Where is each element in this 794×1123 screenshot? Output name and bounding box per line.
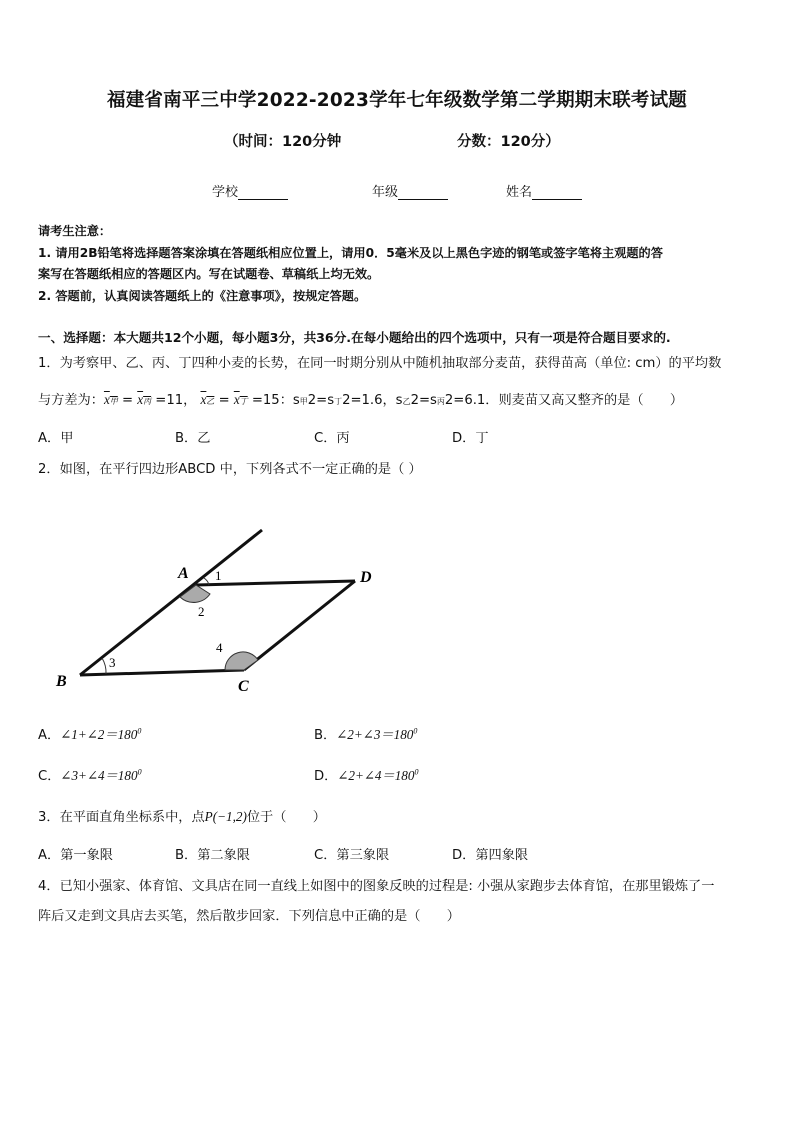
q1-eq6: 2=1.6，s [342, 393, 403, 408]
q1-eq2: =11， [151, 393, 197, 408]
q2-option-b: B．$\angle 2+\angle 3=180^0$ [314, 726, 418, 743]
q3-stem [38, 806, 326, 825]
q2-option-d: D．$\angle 2+\angle 4=180^0$ [314, 767, 419, 784]
exam-title: 福建省南平三中学2022-2023学年七年级数学第二学期期末联考试题 [107, 90, 687, 111]
q3-stem-b: 位于（ ） [246, 810, 326, 825]
segment-cd [244, 581, 355, 670]
q3-option-a: A．第一象限 [38, 848, 113, 863]
q3-option-d: D．第四象限 [452, 848, 529, 863]
notes-heading: 请考生注意： [38, 224, 112, 238]
angle-4-label: 4 [216, 640, 223, 655]
school-label: 学校 [212, 185, 239, 200]
q3-option-c: C．第三象限 [314, 848, 390, 863]
q3-stem-a: 3．在平面直角坐标系中，点 [38, 810, 205, 825]
q1-prefix: 与方差为： [38, 393, 104, 408]
x-bar-ding: x丁 [233, 392, 248, 407]
segment-bc [80, 670, 244, 675]
x-bar-yi: x乙 [200, 392, 215, 407]
q4-line1: 4．已知小强家、体育馆、文具店在同一直线上如图中的图象反映的过程是: 小强从家跑步去体育馆，在那里锻炼了一 [38, 879, 715, 894]
q3-option-b: B．第二象限 [175, 848, 250, 863]
score-total: 分数：120分） [457, 134, 560, 150]
angle-2-arc [180, 585, 210, 602]
angle-3-label: 3 [109, 655, 116, 670]
q1-option-a: A．甲 [38, 431, 74, 446]
grade-blank [398, 185, 448, 200]
angle-2-label: 2 [198, 604, 205, 619]
q1-eq4: =15：s [247, 393, 300, 408]
angle-3-arc [102, 658, 106, 674]
s-sub-bing: 丙 [436, 397, 445, 406]
section-heading: 一、选择题：本大题共12个小题，每小题3分，共36分.在每小题给出的四个选项中，只有一项是符合题目要求的. [38, 330, 671, 345]
time-limit: （时间：120分钟 [224, 134, 342, 150]
q2-stem: 2．如图，在平行四边形ABCD 中，下列各式不一定正确的是（ ） [38, 462, 422, 477]
q1-eq3: = [214, 393, 234, 408]
q1-line2 [38, 389, 683, 408]
notes-line-1b: 案写在答题纸相应的答题区内。写在试题卷、草稿纸上均无效。 [38, 267, 380, 281]
vertex-d-label: D [360, 569, 372, 586]
line-ba-extended [80, 530, 262, 675]
q1-option-b: B．乙 [175, 431, 211, 446]
point-p: P(−1,2) [204, 809, 247, 824]
parallelogram-figure [50, 520, 390, 700]
q4-line2: 阵后又走到文具店去买笔，然后散步回家．下列信息中正确的是（ ） [38, 909, 460, 924]
x-bar-jia: x甲 [103, 392, 118, 407]
q1-eq1: = [117, 393, 138, 408]
q1-line1: 1．为考察甲、乙、丙、丁四种小麦的长势，在同一时期分别从中随机抽取部分麦苗，获得苗高（单位: cm）的平均数 [38, 356, 722, 371]
q2-option-c: C．$\angle 3+\angle 4=180^0$ [38, 767, 142, 784]
s-sub-jia: 甲 [299, 397, 308, 406]
notes-line-1a: 1. 请用2B铅笔将选择题答案涂填在答题纸相应位置上，请用0．5毫米及以上黑色字迹的钢笔或签字笔将主观题的答 [38, 245, 663, 260]
q1-eq5: 2=s [307, 393, 335, 408]
grade-field [372, 181, 448, 200]
q1-eq7: 2=s [410, 393, 437, 408]
q1-option-c: C．丙 [314, 431, 350, 446]
school-blank [238, 185, 288, 200]
q1-eq8: 2=6.1．则麦苗又高又整齐的是（ ） [444, 393, 684, 408]
vertex-c-label: C [238, 678, 249, 695]
notes-block [38, 221, 663, 307]
name-label: 姓名 [506, 185, 533, 200]
notes-line-2: 2. 答题前，认真阅读答题纸上的《注意事项》，按规定答题。 [38, 288, 367, 303]
q2-option-a: A．$\angle 1+\angle 2=180^0$ [38, 726, 142, 743]
x-bar-bing: x丙 [137, 392, 152, 407]
school-field [212, 181, 288, 200]
q1-option-d: D．丁 [452, 431, 489, 446]
grade-label: 年级 [372, 185, 399, 200]
s-sub-yi: 乙 [402, 397, 411, 406]
name-blank [532, 185, 582, 200]
angle-4-arc [225, 652, 258, 670]
vertex-a-label: A [178, 565, 189, 582]
name-field [506, 181, 582, 200]
angle-1-label: 1 [215, 568, 222, 583]
s-sub-ding: 丁 [334, 397, 343, 406]
vertex-b-label: B [56, 673, 67, 690]
